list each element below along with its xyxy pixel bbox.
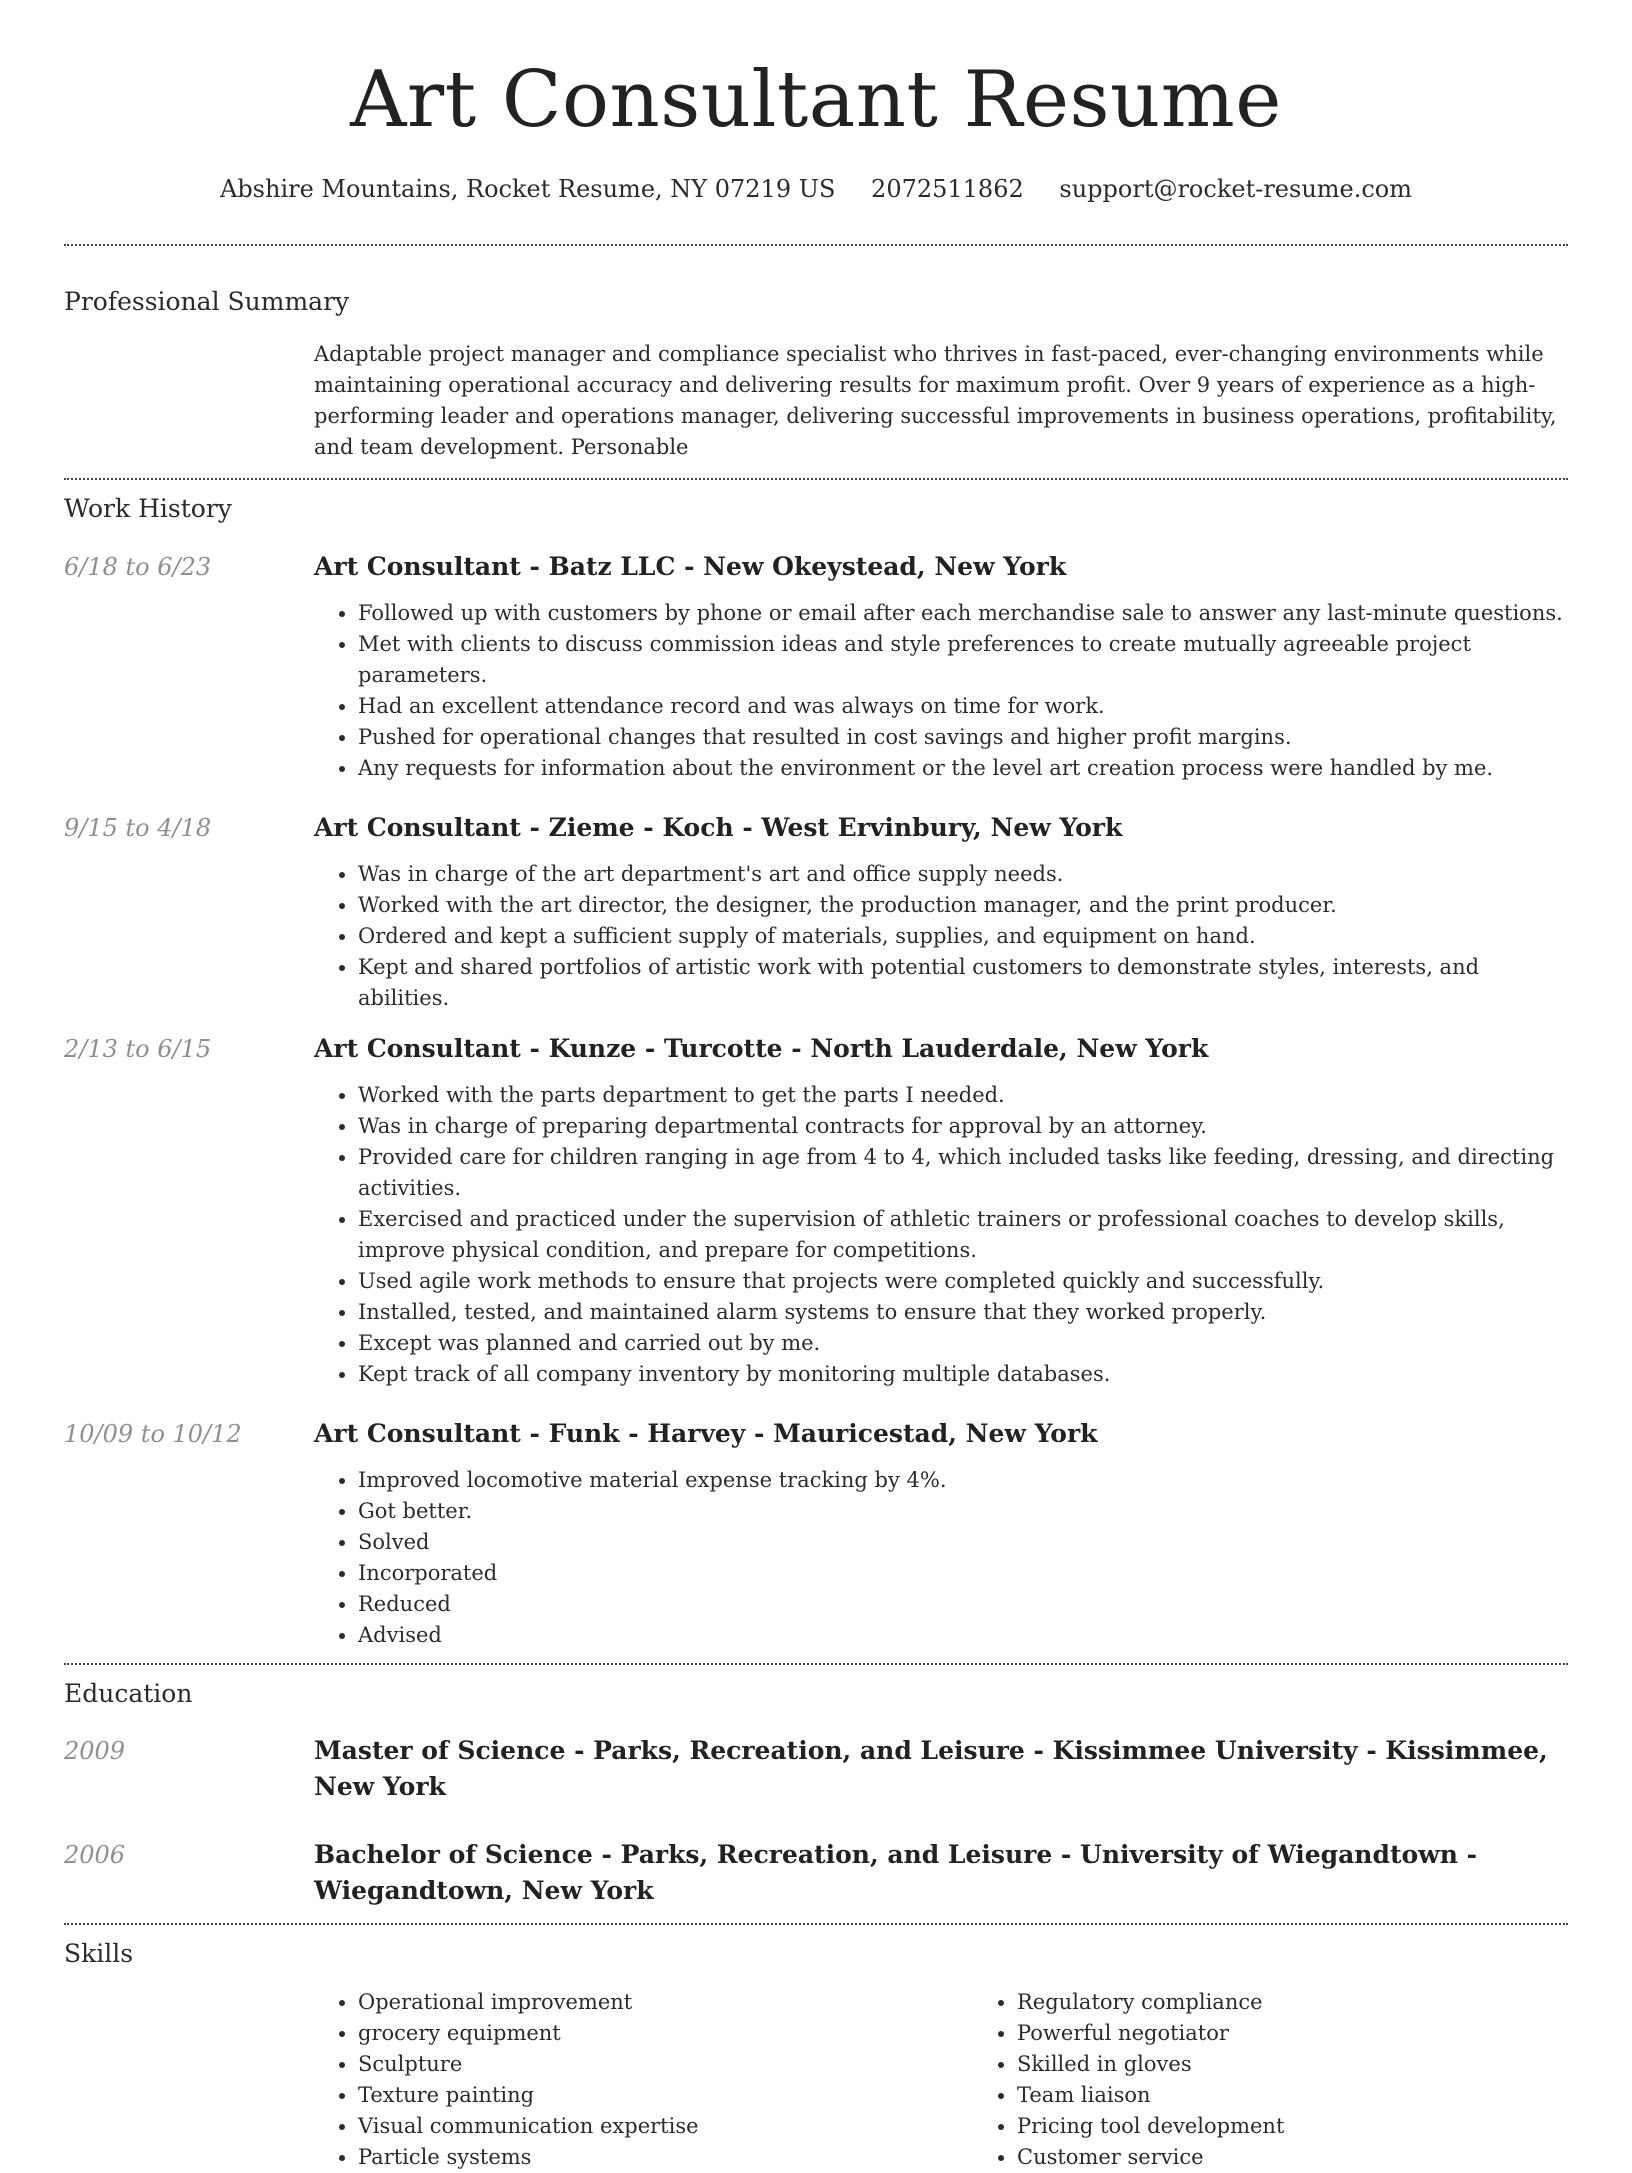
list-item: • Exercised and practiced under the supervision of athletic trainers or professional coaches to develop skills, improve physical condition, and prepare for competitions. (358, 1204, 1568, 1266)
list-item: • Skilled in gloves (1017, 2049, 1632, 2080)
job-dates: 9/15 to 4/18 (64, 814, 212, 842)
summary-text: Adaptable project manager and compliance specialist who thrives in fast-paced, ever-changing environments while maintaining operational accuracy and delivering results for maximum profit. Over 9 years of experience as a high-performing leader and operations manager, delivering successful improvements in business operations, profitability, and team development. Personable (314, 342, 1557, 459)
job-title: Art Consultant - Batz LLC - New Okeystead, New York (314, 552, 1067, 581)
job-bullets (314, 859, 1568, 1014)
job-bullets (314, 598, 1568, 784)
list-item: • Was in charge of preparing departmental contracts for approval by an attorney. (358, 1111, 1568, 1142)
list-item: • Worked with the art director, the designer, the production manager, and the print producer. (358, 890, 1568, 921)
list-item: • Installed, tested, and maintained alarm systems to ensure that they worked properly. (358, 1297, 1568, 1328)
list-item: • Customer service (1017, 2142, 1632, 2173)
section-title-skills: Skills (64, 1939, 134, 1968)
job-entry (64, 811, 1568, 1014)
job-title: Art Consultant - Kunze - Turcotte - North Lauderdale, New York (314, 1034, 1209, 1063)
divider (64, 244, 1568, 246)
list-item: • Pushed for operational changes that resulted in cost savings and higher profit margins. (358, 722, 1568, 753)
list-item: • Was in charge of the art department's art and office supply needs. (358, 859, 1568, 890)
list-item: • Operational improvement (358, 1987, 973, 2018)
job-dates: 10/09 to 10/12 (64, 1420, 242, 1448)
contact-line (64, 172, 1568, 206)
list-item: • Provided care for children ranging in age from 4 to 4, which included tasks like feeding, dressing, and directing activities. (358, 1142, 1568, 1204)
list-item: • Kept and shared portfolios of artistic work with potential customers to demonstrate styles, interests, and abilities. (358, 952, 1568, 1014)
list-item: • Any requests for information about the environment or the level art creation process were handled by me. (358, 753, 1568, 784)
job-bullets (314, 1080, 1568, 1390)
list-item: • Improved locomotive material expense tracking by 4%. (358, 1465, 1568, 1496)
list-item: • Pricing tool development (1017, 2111, 1632, 2142)
job-title: Art Consultant - Zieme - Koch - West Ervinbury, New York (314, 813, 1123, 842)
address: Abshire Mountains, Rocket Resume, NY 07219 US (219, 175, 836, 203)
list-item: • Worked with the parts department to get the parts I needed. (358, 1080, 1568, 1111)
list-item: • Texture painting (358, 2080, 973, 2111)
job-entry (64, 1417, 1568, 1651)
list-item: • Visual communication expertise (358, 2111, 973, 2142)
job-dates: 6/18 to 6/23 (64, 553, 212, 581)
list-item: • Incorporated (358, 1558, 1568, 1589)
skills-list-left (314, 1987, 973, 2173)
section-title-education: Education (64, 1679, 193, 1708)
divider (64, 1923, 1568, 1925)
education-entry (64, 1837, 1568, 1909)
list-item: • Had an excellent attendance record and was always on time for work. (358, 691, 1568, 722)
education-title: Bachelor of Science - Parks, Recreation, and Leisure - University of Wiegandtown - Wiegandtown, New York (314, 1840, 1477, 1905)
section-title-summary: Professional Summary (64, 287, 350, 316)
job-title: Art Consultant - Funk - Harvey - Mauricestad, New York (314, 1419, 1098, 1448)
list-item: • Sculpture (358, 2049, 973, 2080)
list-item: • grocery equipment (358, 2018, 973, 2049)
list-item: • Met with clients to discuss commission ideas and style preferences to create mutually agreeable project parameters. (358, 629, 1568, 691)
section-title-work-history: Work History (64, 494, 232, 523)
list-item: • Advised (358, 1620, 1568, 1651)
list-item: • Reduced (358, 1589, 1568, 1620)
list-item: • Got better. (358, 1496, 1568, 1527)
list-item: • Powerful negotiator (1017, 2018, 1632, 2049)
education-year: 2006 (64, 1841, 126, 1869)
list-item: • Solved (358, 1527, 1568, 1558)
education-entry (64, 1733, 1568, 1805)
education-year: 2009 (64, 1737, 126, 1765)
email-link[interactable]: support@rocket-resume.com (1059, 175, 1413, 203)
list-item: • Regulatory compliance (1017, 1987, 1632, 2018)
list-item: • Particle systems (358, 2142, 973, 2173)
skills-list-right (973, 1987, 1632, 2173)
job-entry (64, 1032, 1568, 1390)
divider (64, 1663, 1568, 1665)
list-item: • Except was planned and carried out by me. (358, 1328, 1568, 1359)
list-item: • Followed up with customers by phone or email after each merchandise sale to answer any last-minute questions. (358, 598, 1568, 629)
education-title: Master of Science - Parks, Recreation, and Leisure - Kissimmee University - Kissimmee, New York (314, 1736, 1548, 1801)
list-item: • Team liaison (1017, 2080, 1632, 2111)
list-item: • Used agile work methods to ensure that projects were completed quickly and successfully. (358, 1266, 1568, 1297)
job-dates: 2/13 to 6/15 (64, 1035, 212, 1063)
list-item: • Kept track of all company inventory by monitoring multiple databases. (358, 1359, 1568, 1390)
job-entry (64, 550, 1568, 784)
divider (64, 478, 1568, 480)
list-item: • Ordered and kept a sufficient supply of materials, supplies, and equipment on hand. (358, 921, 1568, 952)
resume-title: Art Consultant Resume (350, 55, 1282, 145)
job-bullets (314, 1465, 1568, 1651)
phone: 2072511862 (871, 175, 1024, 203)
resume-page (64, 0, 1568, 2173)
